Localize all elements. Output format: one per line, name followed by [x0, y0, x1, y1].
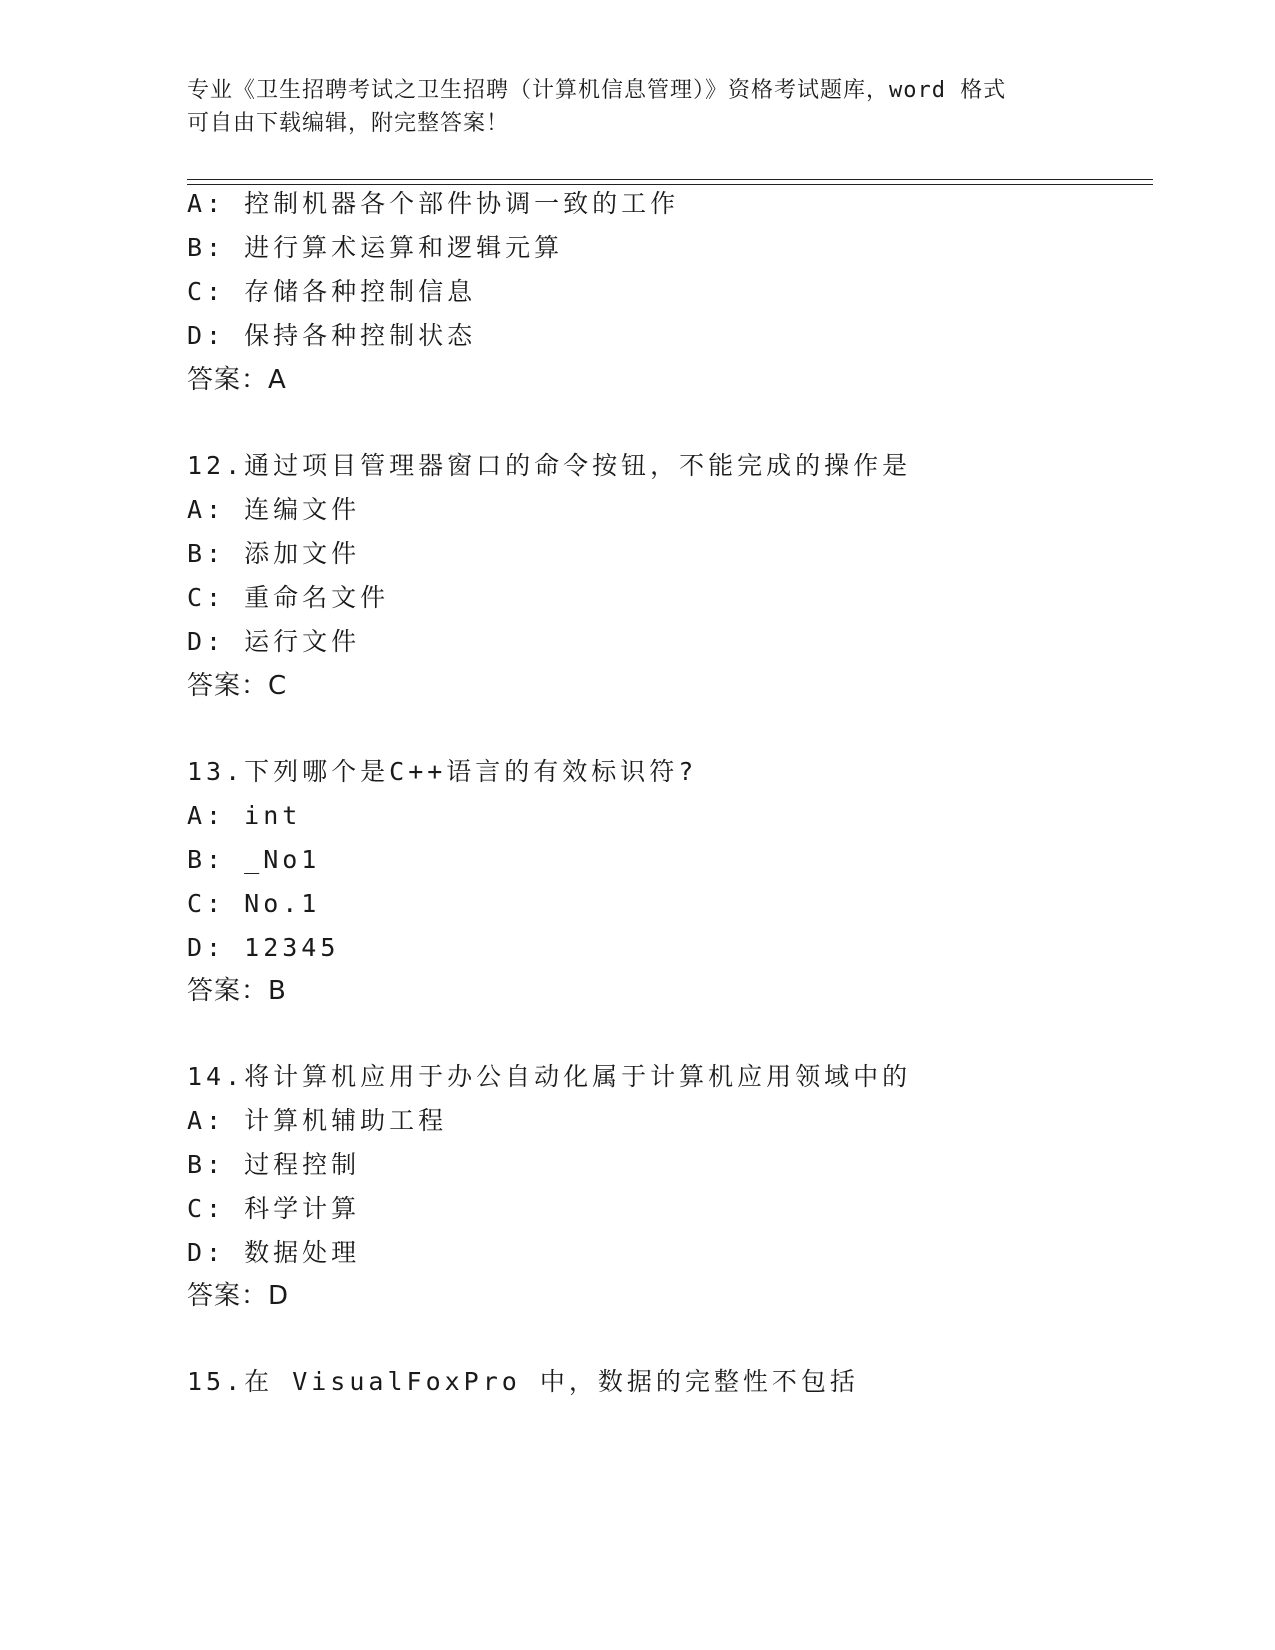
q12-option-a: A: 连编文件 — [187, 495, 361, 524]
q14-option-d: D: 数据处理 — [187, 1238, 361, 1267]
q14-option-b: B: 过程控制 — [187, 1150, 361, 1179]
header-divider-top — [187, 179, 1153, 180]
q13-option-c: C: No.1 — [187, 889, 321, 918]
q11-option-a: A: 控制机器各个部件协调一致的工作 — [187, 189, 680, 218]
q13-option-a: A: int — [187, 801, 302, 830]
q15-stem: 15.在 VisualFoxPro 中，数据的完整性不包括 — [187, 1367, 859, 1396]
q13-stem: 13.下列哪个是C++语言的有效标识符? — [187, 757, 698, 786]
header-line-2: 可自由下载编辑，附完整答案！ — [187, 111, 510, 136]
q14-stem: 14.将计算机应用于办公自动化属于计算机应用领域中的 — [187, 1062, 912, 1091]
q13-option-b: B: _No1 — [187, 845, 321, 874]
q12-option-c: C: 重命名文件 — [187, 583, 390, 612]
q13-option-d: D: 12345 — [187, 933, 340, 962]
q12-option-b: B: 添加文件 — [187, 539, 361, 568]
q14-option-a: A: 计算机辅助工程 — [187, 1106, 448, 1135]
document-header — [187, 74, 1087, 140]
q11-option-c: C: 存储各种控制信息 — [187, 277, 477, 306]
q11-option-b: B: 进行算术运算和逻辑元算 — [187, 233, 564, 262]
header-divider-bottom — [187, 184, 1153, 185]
header-line-1: 专业《卫生招聘考试之卫生招聘（计算机信息管理）》资格考试题库，word 格式 — [187, 78, 1007, 103]
q14-answer: 答案：D — [187, 1281, 290, 1311]
q13-answer: 答案：B — [187, 976, 287, 1006]
q12-option-d: D: 运行文件 — [187, 627, 361, 656]
q11-option-d: D: 保持各种控制状态 — [187, 321, 477, 350]
q12-answer: 答案：C — [187, 671, 288, 701]
q12-stem: 12.通过项目管理器窗口的命令按钮，不能完成的操作是 — [187, 451, 912, 480]
q14-option-c: C: 科学计算 — [187, 1194, 361, 1223]
q11-answer: 答案：A — [187, 365, 287, 395]
